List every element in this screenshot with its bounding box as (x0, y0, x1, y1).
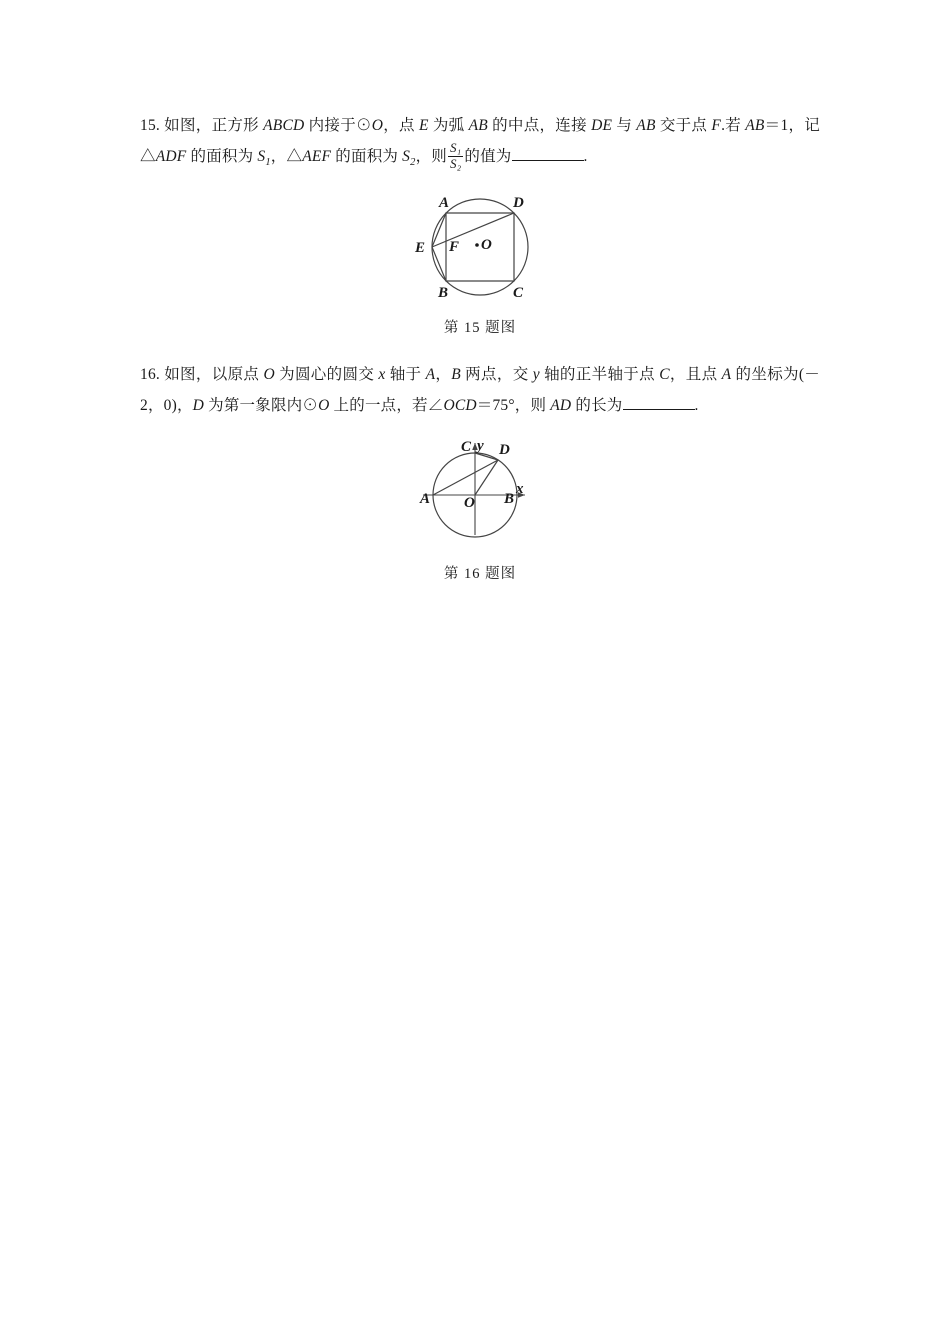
p15-de: DE (591, 117, 613, 134)
segment-ad (433, 460, 498, 495)
figure-16-svg (365, 423, 595, 553)
p15-s2: S (402, 148, 411, 165)
label-c: C (513, 285, 524, 302)
label-b: B (504, 491, 515, 508)
p16-t13: 的长为 (571, 397, 623, 415)
answer-blank-15[interactable] (512, 146, 584, 161)
p16-a1: A (425, 366, 436, 384)
p15-t5: 的中点，连接 (487, 117, 592, 134)
figure-16 (140, 423, 820, 583)
p15-t3: ，点 (383, 117, 419, 134)
p15-t1: 如图，正方形 (164, 117, 264, 134)
p15-t7: 交于点 (655, 117, 712, 134)
p16-x: x (378, 366, 386, 384)
problem-16-number: 16. (140, 366, 160, 384)
p15-abcd: ABCD (263, 117, 305, 134)
p16-t2: 为圆心的圆交 (274, 366, 379, 384)
p16-o1: O (263, 366, 275, 384)
p16-t8: 的坐 (731, 366, 768, 384)
figure-16-caption: 第 16 题图 (443, 566, 517, 583)
label-d: D (513, 195, 524, 212)
label-b: B (438, 285, 449, 302)
answer-blank-16[interactable] (623, 395, 695, 410)
p15-adf: ADF (155, 148, 187, 165)
fraction-numerator: S₁ (449, 140, 462, 156)
p15-t6: 与 (612, 117, 637, 134)
p15-t10: 的面积为 (186, 148, 258, 165)
center-point-dot (475, 243, 479, 247)
label-x-axis: x (516, 481, 524, 498)
p16-t10: 为第一象限内⊙ (204, 397, 319, 415)
p16-b1: B (451, 366, 461, 384)
p15-e: E (418, 117, 429, 134)
p16-t3: 轴于 (385, 366, 426, 384)
page-content (140, 110, 820, 589)
p15-ab2: AB (636, 117, 656, 134)
label-f: F (449, 239, 460, 256)
p15-t9: ＝1，记△ (140, 117, 821, 165)
p15-t11: ，△ (270, 148, 303, 165)
p15-aef: AEF (302, 148, 332, 165)
figure-15-svg (350, 187, 610, 307)
p16-o2: O (318, 397, 330, 415)
problem-15-text (140, 110, 820, 173)
ratio-fraction (448, 141, 463, 172)
p16-d1: D (192, 397, 205, 415)
p16-t14: . (694, 397, 699, 415)
problem-15-number: 15. (140, 117, 160, 134)
problem-16-text (140, 359, 820, 421)
p16-t4: ， (435, 366, 452, 384)
p16-t1: 如图，以原点 (164, 366, 264, 384)
p15-ab1: AB (468, 117, 488, 134)
label-c: C (461, 439, 472, 456)
p15-t12: 的面积为 (331, 148, 403, 165)
p15-t13: ，则 (415, 148, 447, 165)
problem-16 (140, 359, 820, 583)
p15-s1-sub: 1 (265, 157, 271, 169)
p16-t9: 标为(－2，0)， (140, 366, 820, 415)
p15-t15: . (583, 148, 588, 165)
p16-t6: 轴的正半轴于点 (539, 366, 660, 384)
p16-ocd: OCD (443, 397, 477, 415)
label-a: A (420, 491, 431, 508)
label-y-axis: y (477, 438, 484, 455)
label-o: O (464, 495, 475, 512)
figure-15-caption: 第 15 题图 (443, 320, 517, 337)
p16-t5: 两点，交 (460, 366, 533, 384)
p15-s2-sub: 2 (410, 157, 416, 169)
p15-s1: S (257, 148, 266, 165)
label-e: E (415, 240, 426, 257)
p16-a2: A (721, 366, 732, 384)
problem-15 (140, 110, 820, 337)
p16-t11: 上的一点，若∠ (329, 397, 444, 415)
p15-t14: 的值为 (464, 148, 512, 165)
p16-ad: AD (550, 397, 572, 415)
label-d: D (499, 442, 510, 459)
p15-t8: .若 (721, 117, 746, 134)
label-o: O (481, 237, 492, 254)
p15-ab3: AB (745, 117, 765, 134)
label-a: A (439, 195, 450, 212)
line-eb (432, 247, 446, 281)
p16-t7: ，且点 (669, 366, 722, 384)
p16-c1: C (659, 366, 670, 384)
p15-o: O (371, 117, 384, 134)
p16-t12: ＝75°，则 (476, 397, 551, 415)
p15-t2: 内接于⊙ (304, 117, 372, 134)
p15-f: F (711, 117, 722, 134)
p16-y: y (532, 366, 540, 384)
segment-od (475, 460, 498, 495)
fraction-denominator: S₂ (449, 156, 462, 172)
figure-15 (140, 187, 820, 337)
p15-t4: 为弧 (428, 117, 469, 134)
